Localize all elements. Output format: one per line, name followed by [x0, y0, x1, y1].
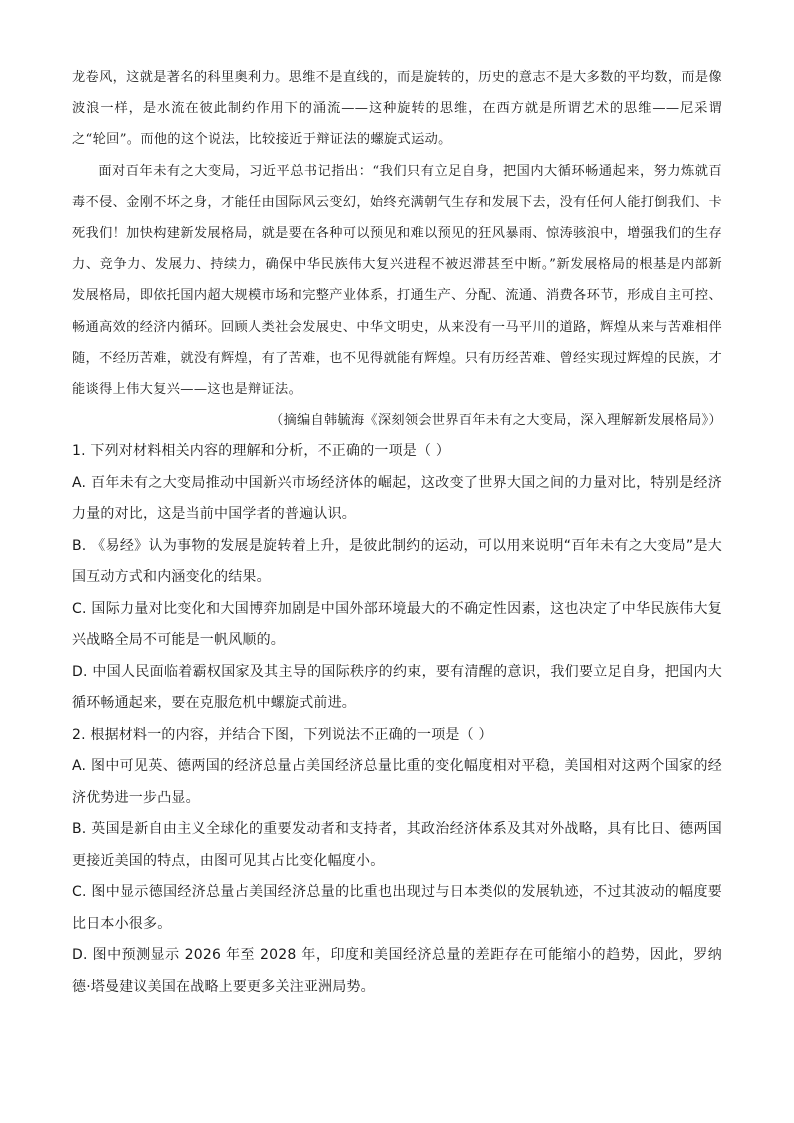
question-1-option-a: A. 百年未有之大变局推动中国新兴市场经济体的崛起，这改变了世界大国之间的力量对比，特别是经济力量的对比，这是当前中国学者的普遍认识。	[72, 474, 722, 523]
question-2-option-d: D. 图中预测显示 2026 年至 2028 年，印度和美国经济总量的差距存在可能缩小的趋势，因此，罗纳德·塔曼建议美国在战略上要更多关注亚洲局势。	[72, 947, 722, 995]
question-2-option-b: B. 英国是新自由主义全球化的重要发动者和支持者，其政治经济体系及其对外战略，具有比日、德两国更接近美国的特点，由图可见其占比变化幅度小。	[72, 821, 722, 869]
passage-paragraph-1: 龙卷风，这就是著名的科里奥利力。思维不是直线的，而是旋转的，历史的意志不是大多数的平均数，而是像波浪一样，是水流在彼此制约作用下的涌流——这种旋转的思维，在西方就是所谓艺术的思维——尼采谓之“轮回”。而他的这个说法，比较接近于辩证法的螺旋式运动。	[72, 70, 722, 148]
question-2-option-c: C. 图中显示德国经济总量占美国经济总量的比重也出现过与日本类似的发展轨迹，不过其波动的幅度要比日本小很多。	[72, 884, 722, 932]
document-page	[72, 62, 722, 1003]
passage-source: （摘编自韩毓海《深刻领会世界百年未有之大变局，深入理解新发展格局》）	[270, 413, 722, 429]
reading-passage	[72, 62, 722, 405]
question-1-option-d: D. 中国人民面临着霸权国家及其主导的国际秩序的约束，要有清醒的意识，我们要立足自身，把国内大循环畅通起来，要在克服危机中螺旋式前进。	[72, 663, 722, 712]
question-2-option-a: A. 图中可见英、德两国的经济总量占美国经济总量比重的变化幅度相对平稳，美国相对这两个国家的经济优势进一步凸显。	[72, 758, 722, 806]
question-list	[72, 436, 722, 1003]
passage-paragraph-2: 面对百年未有之大变局，习近平总书记指出：“我们只有立足自身，把国内大循环畅通起来，努力炼就百毒不侵、金刚不坏之身，才能任由国际风云变幻，始终充满朝气生存和发展下去，没有任何人能打倒我们、卡死我们！加快构建新发展格局，就是要在各种可以预见和难以预见的狂风暴雨、惊涛骇浪中，增强我们的生存力、竞争力、发展力、持续力，确保中华民族伟大复兴进程不被迟滞甚至中断。”新发展格局的根基是内部新发展格局，即依托国内超大规模市场和完整产业体系，打通生产、分配、流通、消费各环节，形成自主可控、畅通高效的经济内循环。回顾人类社会发展史、中华文明史，从来没有一马平川的道路，辉煌从来与苦难相伴随，不经历苦难，就没有辉煌，有了苦难，也不见得就能有辉煌。只有历经苦难、曾经实现过辉煌的民族，才能谈得上伟大复兴——这也是辩证法。	[72, 163, 722, 398]
question-2	[72, 720, 722, 1004]
question-1	[72, 436, 722, 720]
question-1-stem: 1. 下列对材料相关内容的理解和分析，不正确的一项是（ ）	[72, 443, 451, 460]
question-2-stem: 2. 根据材料一的内容，并结合下图，下列说法不正确的一项是（ ）	[72, 726, 493, 743]
question-1-option-b: B. 《易经》认为事物的发展是旋转着上升，是彼此制约的运动，可以用来说明“百年未有之大变局”是大国互动方式和内涵变化的结果。	[72, 537, 722, 586]
question-1-option-c: C. 国际力量对比变化和大国博弈加剧是中国外部环境最大的不确定性因素，这也决定了中华民族伟大复兴战略全局不可能是一帆风顺的。	[72, 600, 722, 649]
